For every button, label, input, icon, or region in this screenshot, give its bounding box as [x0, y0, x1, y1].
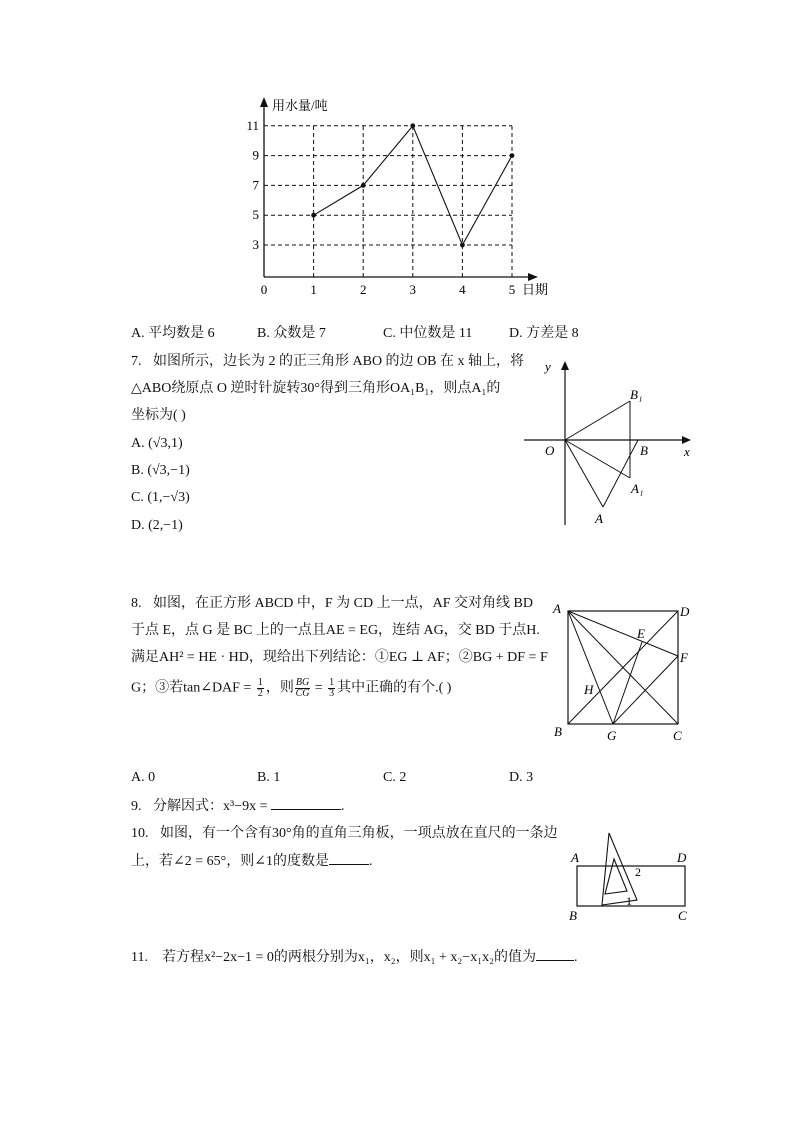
q7-number: 7. — [131, 354, 142, 369]
q8-option-a[interactable]: A. 0 — [131, 770, 156, 785]
q7-option-d[interactable]: D. (2,−1) — [131, 518, 183, 533]
q8-number: 8. — [131, 596, 142, 611]
q10-answer-blank[interactable] — [329, 852, 369, 865]
svg-text:1: 1 — [626, 894, 632, 908]
water-usage-chart — [246, 95, 550, 300]
q9-number: 9. — [131, 799, 142, 814]
q7-label-o: O — [545, 443, 555, 458]
svg-text:D: D — [680, 604, 690, 619]
y-axis-arrow — [260, 97, 268, 107]
svg-text:D: D — [677, 850, 687, 865]
x-tick-label: 2 — [359, 282, 367, 297]
svg-text:C: C — [678, 908, 687, 923]
x-tick-label: 5 — [508, 282, 516, 297]
q7-option-c[interactable]: C. (1,−√3) — [131, 490, 190, 505]
x-tick-label: 0 — [260, 282, 268, 297]
q9-text: 分解因式：x³−9x = — [153, 799, 271, 814]
q7-label-a1: A₁ — [631, 481, 644, 496]
q11-line: 若方程x²−2x−1 = 0的两根分别为x₁，x₂，则x₁ + x₂−x₁x₂的值为 . — [162, 950, 578, 965]
data-point — [460, 243, 465, 248]
q10-figure — [565, 828, 695, 925]
q8-option-b[interactable]: B. 1 — [257, 770, 281, 785]
data-point — [410, 123, 415, 128]
q7-label-a: A — [595, 511, 603, 526]
q10-line2: 上，若∠2 = 65°，则∠1的度数是 . — [131, 854, 373, 869]
q8-line2: 于点 E，点 G 是 BC 上的一点且AE = EG，连结 AG，交 BD 于点H. — [131, 623, 540, 638]
q8-figure — [550, 598, 700, 746]
y-tick-label: 3 — [252, 237, 259, 252]
svg-text:H: H — [584, 682, 594, 697]
y-tick-label: 5 — [252, 207, 259, 223]
chart-grid — [264, 126, 512, 277]
svg-text:B: B — [554, 724, 562, 739]
q6-option-a[interactable]: A. 平均数是 6 — [131, 326, 215, 341]
q7-label-x: x — [684, 444, 690, 459]
svg-text:A: A — [553, 601, 561, 616]
q10-line1: 如图，有一个含有30°角的直角三角板，一项点放在直尺的一条边 — [160, 826, 558, 841]
q7-line3: 坐标为( ) — [131, 408, 186, 423]
q7-label-y: y — [545, 359, 551, 374]
data-point — [361, 183, 366, 188]
q8-line4-d: 其中正确的有个.( ) — [337, 680, 452, 696]
q8-line1: 如图，在正方形 ABCD 中，F 为 CD 上一点，AF 交对角线 BD — [153, 596, 533, 611]
y-tick-label: 9 — [252, 147, 259, 163]
svg-text:2: 2 — [635, 865, 641, 879]
q11-answer-blank[interactable] — [536, 948, 574, 961]
svg-text:G: G — [607, 728, 617, 743]
q9-line: 分解因式：x³−9x = . — [153, 799, 345, 814]
q7-figure — [520, 355, 700, 530]
q8-line4-c: = — [311, 680, 327, 696]
svg-text:A: A — [571, 850, 579, 865]
data-point — [311, 213, 316, 218]
q7-line1: 如图所示，边长为 2 的正三角形 ABO 的边 OB 在 x 轴上，将 — [153, 354, 525, 369]
q7-line2: △ABO绕原点 O 逆时针旋转30°得到三角形OA₁B₁，则点A₁的 — [131, 381, 501, 396]
q8-line3: 满足AH² = HE · HD，现给出下列结论：①EG ⊥ AF；②BG + DF = F — [131, 650, 548, 665]
q7-option-b[interactable]: B. (√3,−1) — [131, 463, 190, 478]
svg-text:C: C — [673, 728, 682, 743]
svg-text:B: B — [569, 908, 577, 923]
x-tick-label: 1 — [310, 282, 317, 297]
q6-option-b[interactable]: B. 众数是 7 — [257, 326, 326, 341]
svg-text:E: E — [637, 626, 645, 641]
q7-option-a[interactable]: A. (√3,1) — [131, 436, 183, 451]
q6-option-c[interactable]: C. 中位数是 11 — [383, 326, 473, 341]
q8-frac-bgcg: $\frac{BG}{CG}$ — [295, 677, 310, 699]
y-tick-label: 7 — [252, 177, 259, 193]
q8-frac-third: $\frac{1}{3}$ — [329, 677, 335, 699]
q8-line4 — [131, 678, 451, 699]
x-tick-label: 4 — [459, 282, 466, 297]
q11-text: 若方程x²−2x−1 = 0的两根分别为x₁，x₂，则x₁ + x₂−x₁x₂的值为 — [162, 950, 536, 965]
q10-line2-text: 上，若∠2 = 65°，则∠1的度数是 — [131, 854, 329, 869]
q8-option-c[interactable]: C. 2 — [383, 770, 407, 785]
q9-answer-blank[interactable] — [271, 797, 341, 810]
q10-number: 10. — [131, 826, 149, 841]
q8-line4-a: G；③若tan∠DAF = — [131, 680, 255, 696]
y-axis-label: 用水量/吨 — [272, 98, 328, 113]
q7-label-b1: B₁ — [630, 387, 643, 402]
x-axis-label: 日期 — [522, 282, 549, 297]
q8-line4-b: ，则 — [265, 680, 294, 696]
x-axis-arrow — [528, 273, 538, 281]
svg-text:F: F — [680, 650, 688, 665]
q6-option-d[interactable]: D. 方差是 8 — [509, 326, 579, 341]
q8-option-d[interactable]: D. 3 — [509, 770, 534, 785]
x-tick-label: 3 — [409, 282, 417, 297]
data-point — [510, 153, 515, 158]
q8-frac-half: $\frac{1}{2}$ — [257, 677, 263, 699]
y-tick-label: 11 — [246, 117, 259, 133]
q11-number: 11. — [131, 950, 148, 965]
q7-label-b: B — [640, 443, 648, 458]
